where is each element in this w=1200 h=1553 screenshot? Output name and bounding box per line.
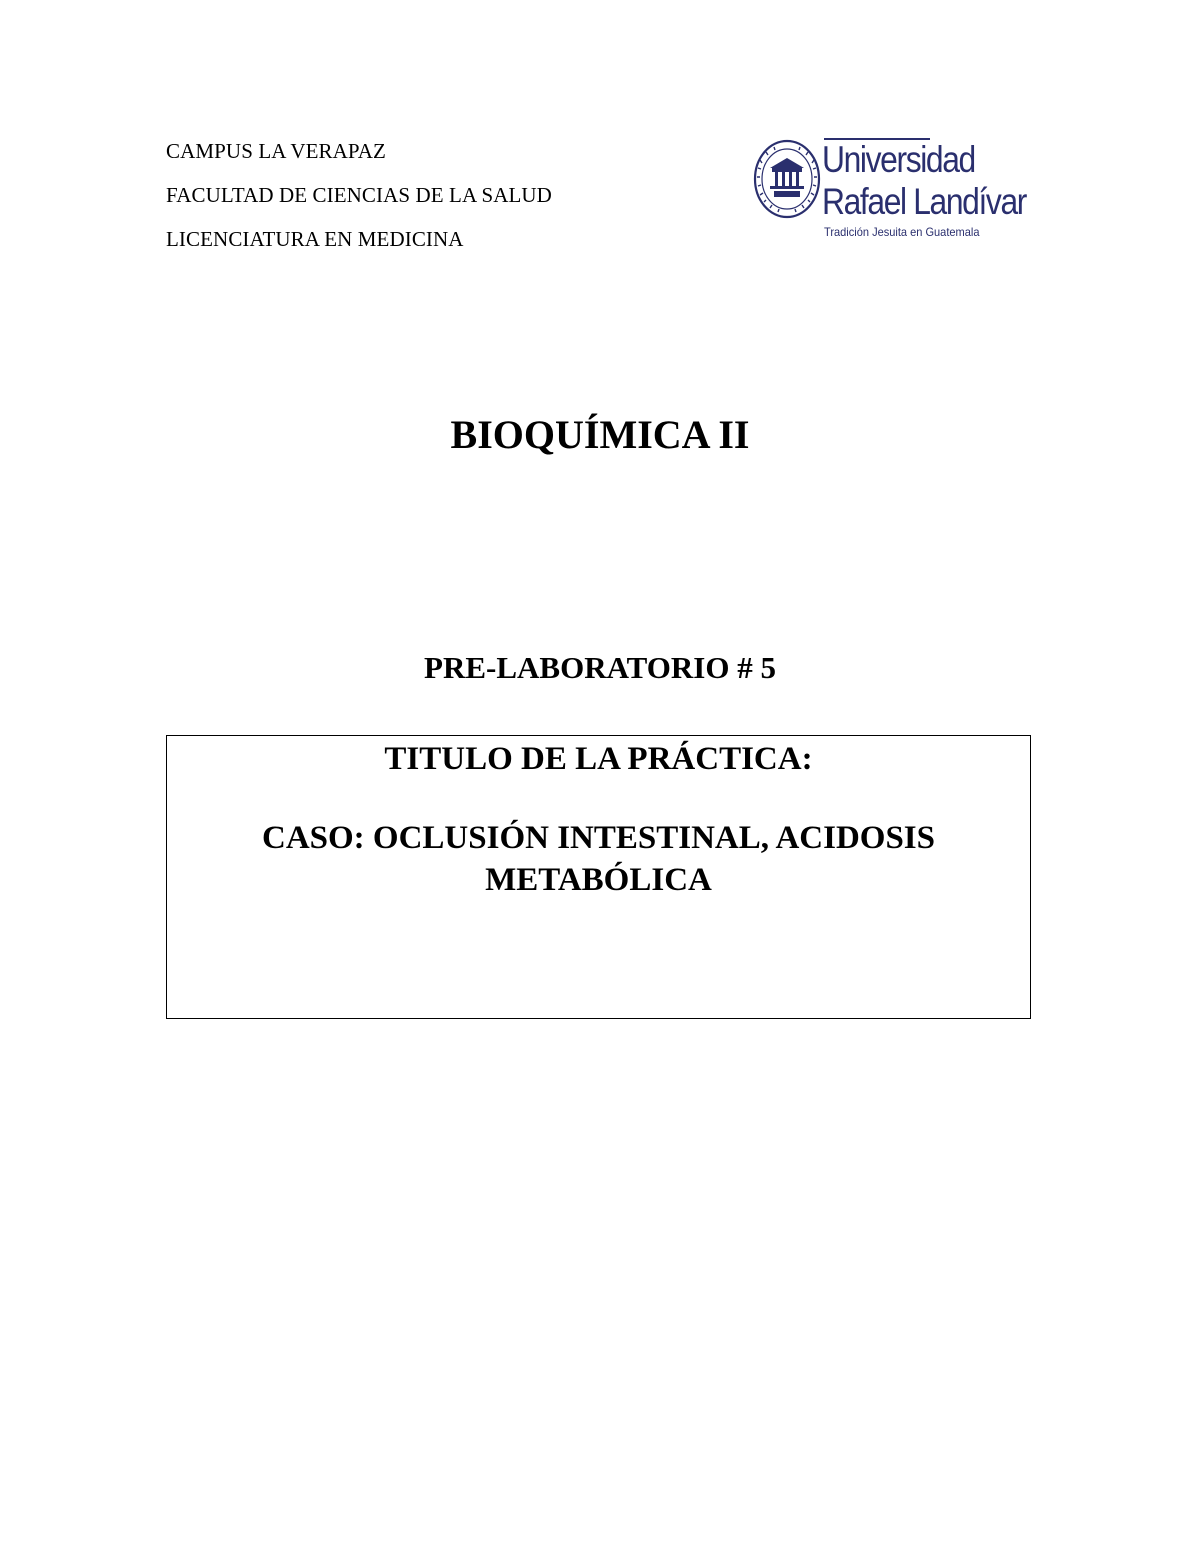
practice-case-title [167,817,1030,901]
practice-case-line-2: METABÓLICA [485,862,712,898]
university-logo [752,136,1042,244]
lab-title: PRE-LABORATORIO # 5 [424,650,776,685]
practice-title-label: TITULO DE LA PRÁCTICA: [384,741,813,777]
logo-name-line-2: Rafael Landívar [822,181,1027,222]
faculty-name: FACULTAD DE CIENCIAS DE LA SALUD [166,183,552,207]
logo-tagline: Tradición Jesuita en Guatemala [824,225,980,239]
university-seal-icon [752,138,822,220]
practice-case-line-1: CASO: OCLUSIÓN INTESTINAL, ACIDOSIS [261,820,936,856]
header-block [166,140,686,272]
degree-name: LICENCIATURA EN MEDICINA [166,227,464,251]
course-title: BIOQUÍMICA II [450,412,750,457]
campus-name: CAMPUS LA VERAPAZ [166,139,386,163]
practice-title-box [166,735,1031,1019]
logo-name-line-1: Universidad [822,139,975,180]
